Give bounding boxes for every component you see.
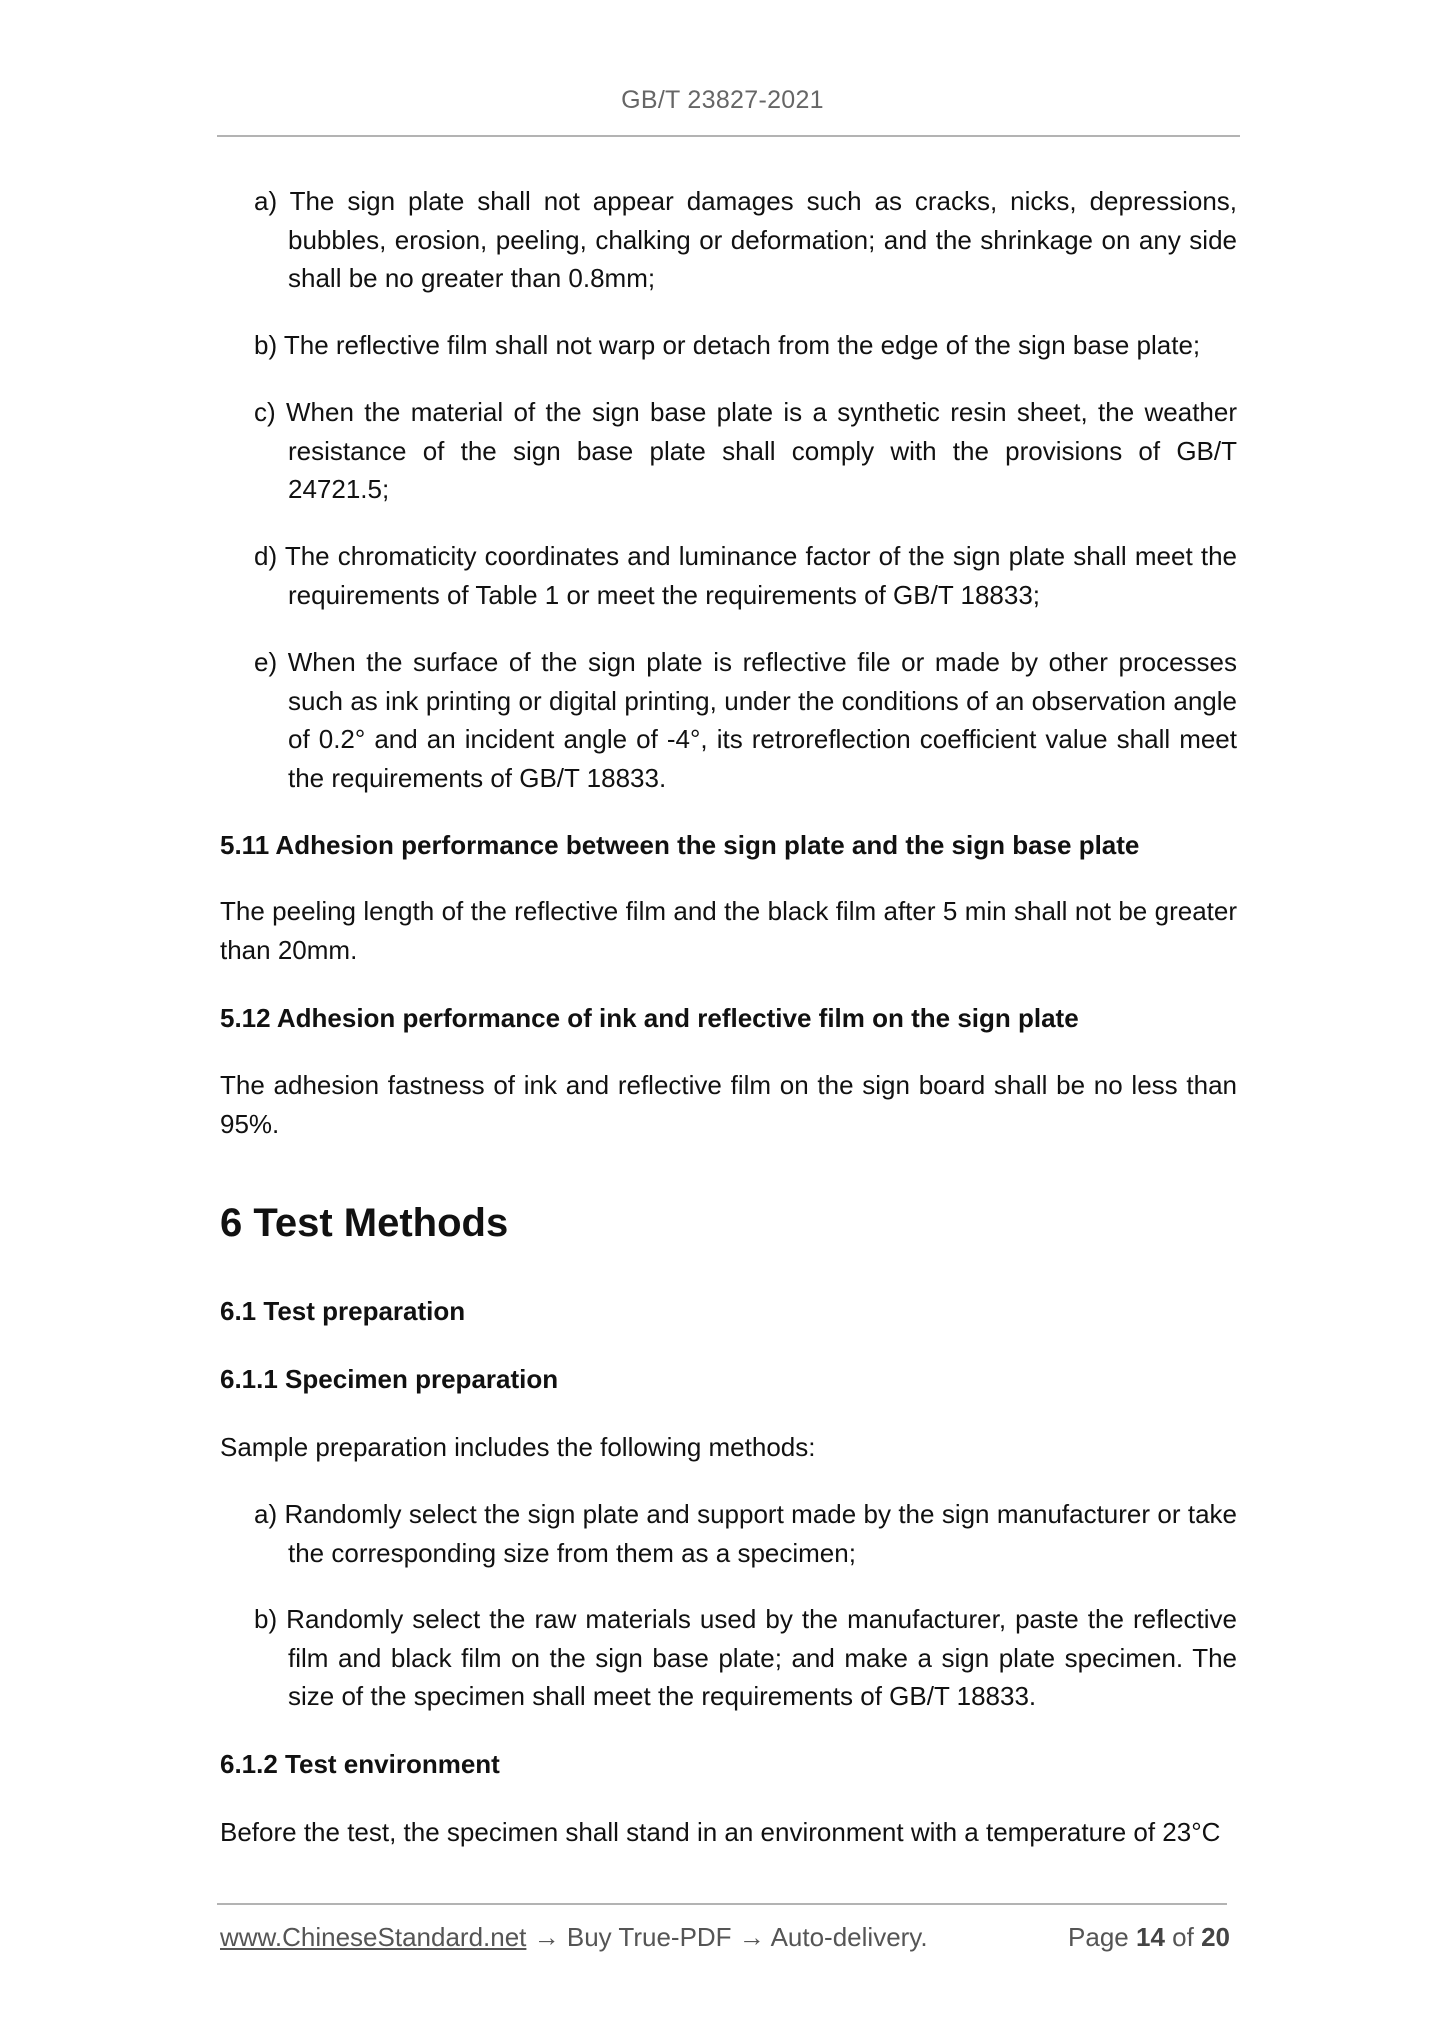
section-heading-5-12: 5.12 Adhesion performance of ink and reflective film on the sign plate <box>220 1003 1079 1033</box>
section-heading-6-1-1: 6.1.1 Specimen preparation <box>220 1364 559 1394</box>
section-text-6-1-1: Sample preparation includes the following methods: <box>220 1432 816 1462</box>
page-current: 14 <box>1136 1922 1165 1952</box>
section-text-6-1-2: Before the test, the specimen shall stand in an environment with a temperature of 23°C <box>220 1817 1221 1847</box>
chapter-heading-6: 6 Test Methods <box>220 1201 509 1245</box>
section-text-5-12: The adhesion fastness of ink and reflective film on the sign board shall be no less than 95%. <box>220 1070 1237 1139</box>
specimen-item-a: a) Randomly select the sign plate and support made by the sign manufacturer or take the corresponding size from them as a specimen; <box>254 1499 1237 1568</box>
list-item-e: e) When the surface of the sign plate is reflective file or made by other processes such as ink printing or digital printing, under the conditions of an observation angle of 0.2° and an incident angle of -4°, its retroreflection coefficient value shall meet the requirements of GB/T 18833. <box>254 647 1237 793</box>
page-header: GB/T 23827-2021 <box>621 86 824 114</box>
section-heading-6-1: 6.1 Test preparation <box>220 1296 466 1326</box>
page-number <box>1068 1922 1230 1953</box>
page-total: 20 <box>1201 1922 1230 1952</box>
of-label: of <box>1172 1922 1194 1952</box>
header-divider <box>217 135 1240 137</box>
website-link[interactable]: www.ChineseStandard.net <box>220 1922 527 1952</box>
list-item-d: d) The chromaticity coordinates and luminance factor of the sign plate shall meet the requirements of Table 1 or meet the requirements of GB/T 18833; <box>254 541 1237 610</box>
footer-tagline: → Buy True-PDF → Auto-delivery. <box>526 1922 928 1952</box>
list-item-b: b) The reflective film shall not warp or detach from the edge of the sign base plate; <box>254 330 1201 360</box>
section-text-5-11: The peeling length of the reflective film and the black film after 5 min shall not be greater than 20mm. <box>220 896 1237 965</box>
list-item-c: c) When the material of the sign base plate is a synthetic resin sheet, the weather resistance of the sign base plate shall comply with the provisions of GB/T 24721.5; <box>254 397 1237 504</box>
page-footer <box>220 1922 1230 1953</box>
page-label: Page <box>1068 1922 1129 1952</box>
section-heading-5-11: 5.11 Adhesion performance between the sign plate and the sign base plate <box>220 830 1140 860</box>
specimen-item-b: b) Randomly select the raw materials used by the manufacturer, paste the reflective film and black film on the sign base plate; and make a sign plate specimen. The size of the specimen shall meet the requirements of GB/T 18833. <box>254 1604 1237 1711</box>
section-heading-6-1-2: 6.1.2 Test environment <box>220 1749 500 1779</box>
footer-divider <box>217 1903 1227 1905</box>
list-item-a: a) The sign plate shall not appear damages such as cracks, nicks, depressions, bubbles, erosion, peeling, chalking or deformation; and the shrinkage on any side shall be no greater than 0.8mm; <box>254 186 1237 293</box>
